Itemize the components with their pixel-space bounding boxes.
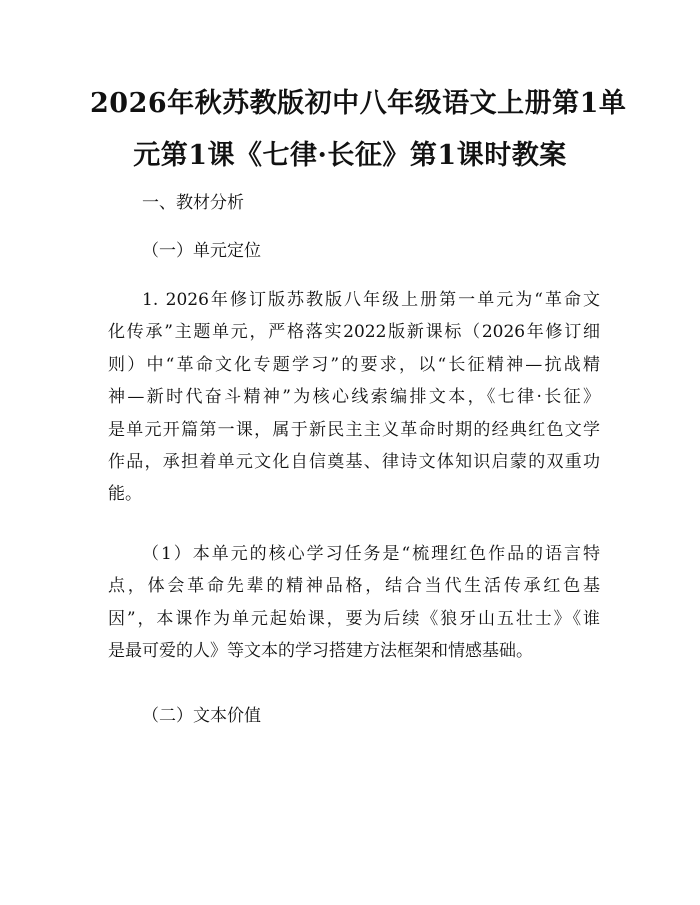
title-line: 元第1课《七律·长征》第1课时教案 (133, 140, 567, 171)
paragraph-line: 因”，本课作为单元起始课，要为后续《狼牙山五壮士》《谁 (108, 608, 600, 629)
document-title (90, 78, 627, 182)
paragraph-core-learning-task (108, 538, 600, 668)
paragraph-line: 能。 (108, 484, 142, 505)
paragraph-line: 1. 2026年修订版苏教版八年级上册第一单元为“革命文 (142, 290, 600, 310)
subsection-heading-unit-positioning: （一）单元定位 (142, 241, 261, 261)
paragraph-line: （1）本单元的核心学习任务是“梳理红色作品的语言特 (142, 544, 600, 564)
paragraph-line: 是单元开篇第一课，属于新民主主义革命时期的经典红色文学 (108, 419, 600, 440)
paragraph-line: 化传承”主题单元，严格落实2022版新课标（2026年修订细 (108, 322, 600, 343)
subsection-heading-text-value: （二）文本价值 (142, 706, 261, 726)
title-line: 2026年秋苏教版初中八年级语文上册第1单 (90, 88, 627, 119)
paragraph-line: 则）中“革命文化专题学习”的要求，以“长征精神—抗战精 (108, 354, 600, 375)
paragraph-line: 是最可爱的人》等文本的学习搭建方法框架和情感基础。 (108, 641, 533, 662)
paragraph-line: 神—新时代奋斗精神”为核心线索编排文本，《七律·长征》 (108, 387, 600, 408)
paragraph-line: 点，体会革命先辈的精神品格，结合当代生活传承红色基 (108, 576, 600, 597)
paragraph-unit-positioning (108, 284, 600, 511)
section-heading-textbook-analysis: 一、教材分析 (142, 193, 244, 213)
paragraph-line: 作品，承担着单元文化自信奠基、律诗文体知识启蒙的双重功 (108, 452, 600, 473)
